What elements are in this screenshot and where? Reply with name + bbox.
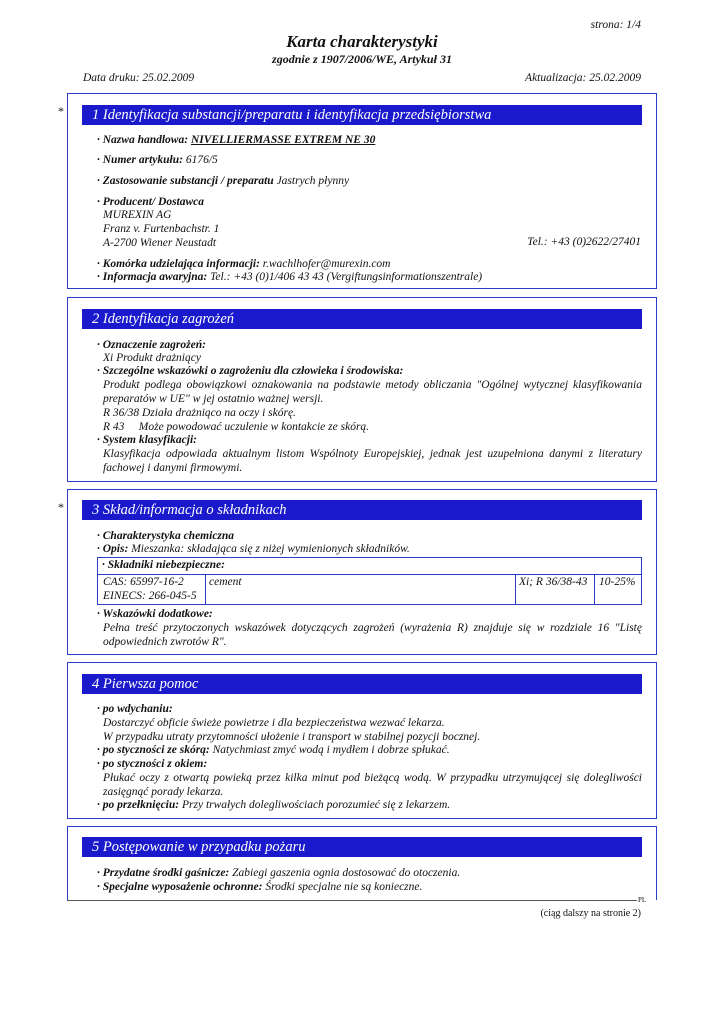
protective-equipment-label: · Specjalne wyposażenie ochronne: bbox=[97, 881, 263, 893]
info-contact-value: r.wachlhofer@murexin.com bbox=[262, 258, 391, 270]
emergency-info bbox=[97, 270, 482, 284]
product-use-value: Jastrych płynny bbox=[276, 175, 350, 187]
protective-equipment-value: Środki specjalne nie są konieczne. bbox=[265, 881, 423, 893]
skin-contact-label: · po styczności ze skórą: bbox=[97, 744, 210, 756]
trade-name-label: · Nazwa handlowa: bbox=[97, 134, 189, 146]
info-contact bbox=[97, 257, 391, 271]
extinguishing-media-label: · Przydatne środki gaśnicze: bbox=[97, 867, 230, 879]
extinguishing-media-value: Zabiegi gaszenia ognia dostosować do otoczenia. bbox=[232, 867, 461, 879]
additional-info-label: · Wskazówki dodatkowe: bbox=[97, 608, 213, 620]
table-cell-divider bbox=[515, 574, 516, 605]
producer-label: · Producent/ Dostawca bbox=[97, 196, 205, 208]
ingestion-value: Przy trwałych dolegliwościach porozumieć się z lekarzem. bbox=[181, 799, 451, 811]
component-classification: Xi; R 36/38-43 bbox=[519, 576, 588, 588]
special-hazards-label: · Szczególne wskazówki o zagrożeniu dla człowieka i środowiska: bbox=[97, 365, 404, 377]
classification-system-label: · System klasyfikacji: bbox=[97, 434, 197, 446]
article-number-label: · Numer artykułu: bbox=[97, 154, 183, 166]
inhalation-label: · po wdychaniu: bbox=[97, 703, 173, 715]
section-3-title: 3 Skład/informacja o składnikach bbox=[82, 500, 642, 520]
emergency-info-value: Tel.: +43 (0)1/406 43 43 (Vergiftungsinformationszentrale) bbox=[210, 271, 483, 283]
special-hazards-text: Produkt podlega obowiązkowi oznakowania na podstawie metody obliczania "Ogólnej wytycznej klasyfikowania preparatów w UE" w jej ostatnio ważnej wersji. bbox=[103, 379, 642, 405]
continued-note: (ciąg dalszy na stronie 2) bbox=[540, 908, 641, 919]
product-use-label: · Zastosowanie substancji / preparatu bbox=[97, 175, 274, 187]
producer-city: A-2700 Wiener Neustadt bbox=[103, 237, 217, 249]
article-number-value: 6176/5 bbox=[185, 154, 218, 166]
info-contact-label: · Komórka udzielająca informacji: bbox=[97, 258, 260, 270]
risk-phrase-36-38: R 36/38 Działa drażniąco na oczy i skórę. bbox=[103, 407, 296, 419]
extinguishing-media bbox=[97, 866, 460, 880]
ingestion bbox=[97, 798, 450, 812]
trade-name-value: NIVELLIERMASSE EXTREM NE 30 bbox=[190, 134, 376, 146]
protective-equipment bbox=[97, 880, 422, 894]
article-number bbox=[97, 153, 218, 167]
chemical-characterization: · Charakterystyka chemiczna bbox=[97, 530, 235, 542]
document-subtitle: zgodnie z 1907/2006/WE, Artykuł 31 bbox=[272, 52, 452, 66]
producer-name: MUREXIN AG bbox=[103, 209, 172, 221]
trade-name bbox=[97, 133, 375, 147]
component-concentration: 10-25% bbox=[599, 576, 636, 588]
producer-phone: Tel.: +43 (0)2622/27401 bbox=[527, 236, 641, 248]
section-1-title: 1 Identyfikacja substancji/preparatu i identyfikacja przedsiębiorstwa bbox=[82, 105, 642, 125]
emergency-info-label: · Informacja awaryjna: bbox=[97, 271, 208, 283]
product-use bbox=[97, 174, 349, 188]
language-code: PL bbox=[638, 896, 647, 904]
dangerous-components-table bbox=[97, 557, 642, 605]
dangerous-components-label: · Składniki niebezpieczne: bbox=[102, 559, 225, 571]
inhalation-text-2: W przypadku utraty przytomności ułożenie i transport w stabilnej pozycji bocznej. bbox=[103, 731, 481, 743]
eye-contact-text: Płukać oczy z otwartą powieką przez kilka minut pod bieżącą wodą. W przypadku utrzymującej się dolegliwości zasięgnąć porady lekarza. bbox=[103, 772, 642, 798]
document-title: Karta charakterystyki bbox=[286, 32, 438, 51]
description-label: · Opis: bbox=[97, 543, 129, 555]
footer-rule bbox=[67, 900, 637, 901]
description bbox=[97, 542, 410, 556]
ingestion-label: · po przełknięciu: bbox=[97, 799, 180, 811]
change-marker: * bbox=[58, 104, 64, 118]
component-name: cement bbox=[209, 576, 242, 588]
table-cell-divider bbox=[594, 574, 595, 605]
description-value: Mieszanka: składająca się z niżej wymienionych składników. bbox=[131, 543, 410, 555]
hazard-label: · Oznaczenie zagrożeń: bbox=[97, 339, 206, 351]
additional-info-text: Pełna treść przytoczonych wskazówek dotyczących zagrożeń (wyrażenia R) znajduje się w rozdziale 16 "Listę odpowiednich zwrotów R". bbox=[103, 622, 642, 648]
eye-contact-label: · po styczności z okiem: bbox=[97, 758, 208, 770]
skin-contact bbox=[97, 743, 450, 757]
table-cell-divider bbox=[205, 574, 206, 605]
section-4-title: 4 Pierwsza pomoc bbox=[82, 674, 642, 694]
einecs-number: EINECS: 266-045-5 bbox=[103, 590, 197, 602]
producer-street: Franz v. Furtenbachstr. 1 bbox=[103, 223, 220, 235]
table-divider bbox=[98, 574, 641, 575]
inhalation-text-1: Dostarczyć obficie świeże powietrze i dla bezpieczeństwa wezwać lekarza. bbox=[103, 717, 445, 729]
print-date: Data druku: 25.02.2009 bbox=[83, 72, 195, 84]
skin-contact-value: Natychmiast zmyć wodą i mydłem i dobrze spłukać. bbox=[212, 744, 450, 756]
risk-phrase-43: R 43 Może powodować uczulenie w kontakcie ze skórą. bbox=[103, 421, 370, 433]
update-date: Aktualizacja: 25.02.2009 bbox=[525, 72, 641, 84]
hazard-value: Xi Produkt drażniący bbox=[103, 352, 201, 364]
section-2-title: 2 Identyfikacja zagrożeń bbox=[82, 309, 642, 329]
cas-number: CAS: 65997-16-2 bbox=[103, 576, 184, 588]
section-5-title: 5 Postępowanie w przypadku pożaru bbox=[82, 837, 642, 857]
change-marker: * bbox=[58, 500, 64, 514]
page-number: strona: 1/4 bbox=[590, 19, 641, 31]
classification-system-text: Klasyfikacja odpowiada aktualnym listom Wspólnoty Europejskiej, jednak jest uzupełniona danymi z literatury fachowej i danymi firmowymi. bbox=[103, 448, 642, 474]
